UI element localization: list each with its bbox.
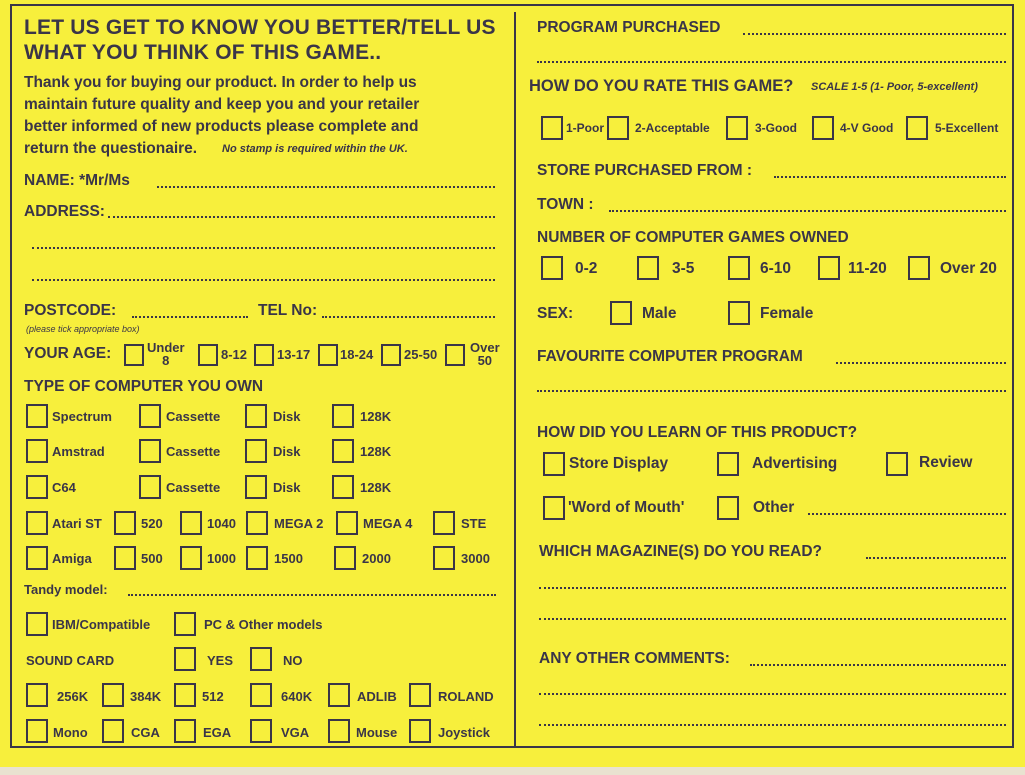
games-3-5-label: 3-5 xyxy=(672,260,695,277)
mem-256k-checkbox[interactable] xyxy=(26,683,48,707)
mono-label: Mono xyxy=(53,725,88,740)
amstrad-cassette-checkbox[interactable] xyxy=(139,439,161,463)
store-label: STORE PURCHASED FROM : xyxy=(537,162,753,179)
vga-checkbox[interactable] xyxy=(250,719,272,743)
mem-640k-checkbox[interactable] xyxy=(250,683,272,707)
store-field[interactable] xyxy=(774,176,1006,178)
ibm-checkbox[interactable] xyxy=(26,612,48,636)
favourite-field[interactable] xyxy=(836,362,1006,364)
program-label: PROGRAM PURCHASED xyxy=(537,19,721,36)
age-checkbox-over-50[interactable] xyxy=(445,344,465,366)
town-label: TOWN : xyxy=(537,196,594,213)
rating-3-checkbox[interactable] xyxy=(726,116,748,140)
rate-label: HOW DO YOU RATE THIS GAME? xyxy=(529,77,794,95)
amiga-2000-label: 2000 xyxy=(362,551,391,566)
address-label: ADDRESS: xyxy=(24,203,105,220)
atari-520-label: 520 xyxy=(141,516,163,531)
sex-male-checkbox[interactable] xyxy=(610,301,632,325)
age-over-text: Over xyxy=(470,340,500,355)
spectrum-disk-label: Disk xyxy=(273,409,301,424)
atari-checkbox[interactable] xyxy=(26,511,48,535)
name-label: NAME: *Mr/Ms xyxy=(24,172,130,189)
atari-mega2-label: MEGA 2 xyxy=(274,516,324,531)
age-under-8-label xyxy=(147,341,185,367)
pc-other-label: PC & Other models xyxy=(204,617,323,632)
computer-label: TYPE OF COMPUTER YOU OWN xyxy=(24,378,264,395)
amiga-label: Amiga xyxy=(52,551,92,566)
games-owned-label: NUMBER OF COMPUTER GAMES OWNED xyxy=(537,229,849,246)
tel-field[interactable] xyxy=(322,316,495,318)
games-6-10-checkbox[interactable] xyxy=(728,256,750,280)
magazine-field[interactable] xyxy=(866,557,1006,559)
age-8-12-label: 8-12 xyxy=(221,347,248,362)
mem-640k-label: 640K xyxy=(281,689,313,704)
cga-checkbox[interactable] xyxy=(102,719,124,743)
sound-no-checkbox[interactable] xyxy=(250,647,272,671)
amstrad-checkbox[interactable] xyxy=(26,439,48,463)
c64-disk-label: Disk xyxy=(273,480,301,495)
c64-label: C64 xyxy=(52,480,76,495)
c64-128k-checkbox[interactable] xyxy=(332,475,354,499)
amiga-1000-checkbox[interactable] xyxy=(180,546,202,570)
heading-line-1: LET US GET TO KNOW YOU BETTER/TELL US xyxy=(24,16,496,39)
sex-female-checkbox[interactable] xyxy=(728,301,750,325)
games-3-5-checkbox[interactable] xyxy=(637,256,659,280)
heading-line-2: WHAT YOU THINK OF THIS GAME.. xyxy=(24,41,382,64)
games-11-20-label: 11-20 xyxy=(848,260,887,277)
atari-mega4-checkbox[interactable] xyxy=(336,511,358,535)
rating-3-label: 3-Good xyxy=(755,121,797,135)
postcode-label: POSTCODE: xyxy=(24,302,117,319)
joystick-checkbox[interactable] xyxy=(409,719,431,743)
sound-yes-label: YES xyxy=(207,653,234,668)
age-label: YOUR AGE: xyxy=(24,345,112,362)
learn-word-of-mouth-label: 'Word of Mouth' xyxy=(568,499,685,516)
amiga-3000-label: 3000 xyxy=(461,551,490,566)
learn-store-display-checkbox[interactable] xyxy=(543,452,565,476)
comments-field-3[interactable] xyxy=(539,724,1006,726)
stamp-note: No stamp is required within the UK. xyxy=(222,143,408,155)
age-13-17-label: 13-17 xyxy=(277,347,311,362)
c64-cassette-checkbox[interactable] xyxy=(139,475,161,499)
games-over-20-checkbox[interactable] xyxy=(908,256,930,280)
comments-field-2[interactable] xyxy=(539,693,1006,695)
age-checkbox-25-50[interactable] xyxy=(381,344,401,366)
age-under-text: Under xyxy=(147,340,185,355)
learn-review-label: Review xyxy=(919,454,973,471)
atari-ste-label: STE xyxy=(461,516,487,531)
age-18-24-label: 18-24 xyxy=(340,347,374,362)
learn-store-display-label: Store Display xyxy=(569,455,669,472)
rating-4-label: 4-V Good xyxy=(840,121,894,135)
rating-2-checkbox[interactable] xyxy=(607,116,629,140)
tick-note: (please tick appropriate box) xyxy=(26,324,140,334)
c64-128k-label: 128K xyxy=(360,480,392,495)
ega-checkbox[interactable] xyxy=(174,719,196,743)
rating-2-label: 2-Acceptable xyxy=(635,121,710,135)
atari-1040-checkbox[interactable] xyxy=(180,511,202,535)
amstrad-disk-label: Disk xyxy=(273,444,301,459)
amiga-checkbox[interactable] xyxy=(26,546,48,570)
amiga-1000-label: 1000 xyxy=(207,551,236,566)
games-6-10-label: 6-10 xyxy=(760,260,792,277)
games-over-20-label: Over 20 xyxy=(940,260,997,277)
rating-1-label: 1-Poor xyxy=(566,121,605,135)
age-checkbox-8-12[interactable] xyxy=(198,344,218,366)
vga-label: VGA xyxy=(281,725,310,740)
sex-label: SEX: xyxy=(537,305,574,322)
roland-label: ROLAND xyxy=(438,689,494,704)
column-divider xyxy=(514,12,516,748)
sound-card-label: SOUND CARD xyxy=(26,653,115,668)
pc-other-checkbox[interactable] xyxy=(174,612,196,636)
learn-other-label: Other xyxy=(753,499,795,516)
spectrum-128k-label: 128K xyxy=(360,409,392,424)
atari-mega2-checkbox[interactable] xyxy=(246,511,268,535)
town-field[interactable] xyxy=(609,210,1006,212)
magazine-field-2[interactable] xyxy=(539,587,1006,589)
atari-mega4-label: MEGA 4 xyxy=(363,516,413,531)
favourite-field-2[interactable] xyxy=(537,390,1006,392)
amiga-3000-checkbox[interactable] xyxy=(433,546,455,570)
amstrad-disk-checkbox[interactable] xyxy=(245,439,267,463)
mouse-checkbox[interactable] xyxy=(328,719,350,743)
c64-checkbox[interactable] xyxy=(26,475,48,499)
spectrum-label: Spectrum xyxy=(52,409,112,424)
learn-advertising-checkbox[interactable] xyxy=(717,452,739,476)
spectrum-disk-checkbox[interactable] xyxy=(245,404,267,428)
learn-review-checkbox[interactable] xyxy=(886,452,908,476)
cga-label: CGA xyxy=(131,725,160,740)
mono-checkbox[interactable] xyxy=(26,719,48,743)
atari-label: Atari ST xyxy=(52,516,102,531)
address-field-2[interactable] xyxy=(32,247,495,249)
tandy-field[interactable] xyxy=(128,594,496,596)
intro-line-3: better informed of new products please complete and xyxy=(24,118,419,135)
mem-512-label: 512 xyxy=(202,689,224,704)
favourite-label: FAVOURITE COMPUTER PROGRAM xyxy=(537,348,803,365)
tel-label: TEL No: xyxy=(258,302,318,319)
magazine-field-3[interactable] xyxy=(539,618,1006,620)
games-11-20-checkbox[interactable] xyxy=(818,256,840,280)
intro-line-2: maintain future quality and keep you and your retailer xyxy=(24,96,420,113)
roland-checkbox[interactable] xyxy=(409,683,431,707)
adlib-label: ADLIB xyxy=(357,689,397,704)
age-50-text: 50 xyxy=(477,353,493,368)
sound-yes-checkbox[interactable] xyxy=(174,647,196,671)
age-over-50-label xyxy=(470,341,500,367)
ibm-label: IBM/Compatible xyxy=(52,617,151,632)
address-field-3[interactable] xyxy=(32,279,495,281)
atari-520-checkbox[interactable] xyxy=(114,511,136,535)
name-field[interactable] xyxy=(157,186,495,188)
amstrad-label: Amstrad xyxy=(52,444,105,459)
learn-advertising-label: Advertising xyxy=(752,455,838,472)
games-0-2-label: 0-2 xyxy=(575,260,598,277)
spectrum-checkbox[interactable] xyxy=(26,404,48,428)
program-field[interactable] xyxy=(743,33,1006,35)
age-checkbox-13-17[interactable] xyxy=(254,344,274,366)
scale-note: SCALE 1-5 (1- Poor, 5-excellent) xyxy=(811,81,978,93)
mem-512-checkbox[interactable] xyxy=(174,683,196,707)
mem-384k-checkbox[interactable] xyxy=(102,683,124,707)
joystick-label: Joystick xyxy=(438,725,491,740)
adlib-checkbox[interactable] xyxy=(328,683,350,707)
atari-ste-checkbox[interactable] xyxy=(433,511,455,535)
amiga-1500-label: 1500 xyxy=(274,551,303,566)
intro-line-1: Thank you for buying our product. In order to help us xyxy=(24,74,417,91)
learn-other-field[interactable] xyxy=(808,513,1006,515)
intro-line-4: return the questionaire. xyxy=(24,140,198,157)
amiga-500-checkbox[interactable] xyxy=(114,546,136,570)
postcode-field[interactable] xyxy=(132,316,248,318)
amstrad-cassette-label: Cassette xyxy=(166,444,221,459)
rating-5-label: 5-Excellent xyxy=(935,121,999,135)
games-0-2-checkbox[interactable] xyxy=(541,256,563,280)
age-checkbox-18-24[interactable] xyxy=(318,344,338,366)
age-checkbox-under-8[interactable] xyxy=(124,344,144,366)
mem-384k-label: 384K xyxy=(130,689,162,704)
rating-1-checkbox[interactable] xyxy=(541,116,563,140)
rating-5-checkbox[interactable] xyxy=(906,116,928,140)
learn-label: HOW DID YOU LEARN OF THIS PRODUCT? xyxy=(537,424,858,441)
ega-label: EGA xyxy=(203,725,232,740)
amstrad-128k-label: 128K xyxy=(360,444,392,459)
program-field-2[interactable] xyxy=(537,61,1006,63)
mem-256k-label: 256K xyxy=(57,689,89,704)
c64-disk-checkbox[interactable] xyxy=(245,475,267,499)
spectrum-128k-checkbox[interactable] xyxy=(332,404,354,428)
age-8-text: 8 xyxy=(162,353,170,368)
spectrum-cassette-label: Cassette xyxy=(166,409,221,424)
amstrad-128k-checkbox[interactable] xyxy=(332,439,354,463)
comments-field[interactable] xyxy=(750,664,1006,666)
amiga-500-label: 500 xyxy=(141,551,163,566)
tandy-label: Tandy model: xyxy=(24,582,108,597)
spectrum-cassette-checkbox[interactable] xyxy=(139,404,161,428)
sex-female-label: Female xyxy=(760,305,814,322)
magazine-label: WHICH MAGAZINE(S) DO YOU READ? xyxy=(539,543,823,560)
learn-word-of-mouth-checkbox[interactable] xyxy=(543,496,565,520)
comments-label: ANY OTHER COMMENTS: xyxy=(539,650,730,667)
age-25-50-label: 25-50 xyxy=(404,347,438,362)
c64-cassette-label: Cassette xyxy=(166,480,221,495)
address-field-1[interactable] xyxy=(108,216,495,218)
atari-1040-label: 1040 xyxy=(207,516,236,531)
sex-male-label: Male xyxy=(642,305,677,322)
amiga-2000-checkbox[interactable] xyxy=(334,546,356,570)
learn-other-checkbox[interactable] xyxy=(717,496,739,520)
mouse-label: Mouse xyxy=(356,725,398,740)
rating-4-checkbox[interactable] xyxy=(812,116,834,140)
amiga-1500-checkbox[interactable] xyxy=(246,546,268,570)
sound-no-label: NO xyxy=(283,653,303,668)
